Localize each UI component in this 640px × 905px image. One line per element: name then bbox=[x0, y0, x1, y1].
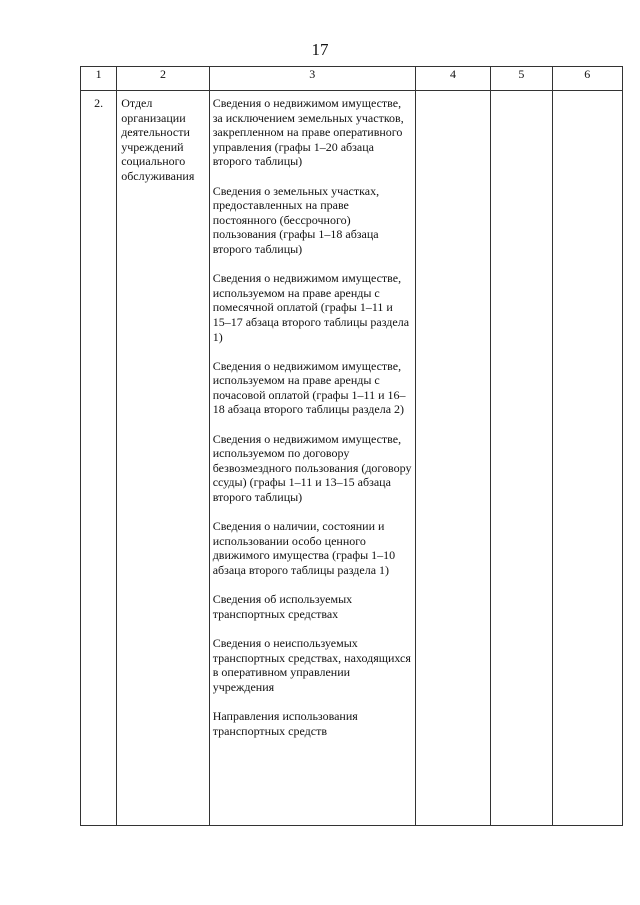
column-header-3: 3 bbox=[209, 67, 415, 91]
document-table bbox=[80, 66, 623, 826]
description-item: Сведения о недвижимом имуществе, используемом на праве аренды с почасовой оплатой (графы 1–11 и 16–18 абзаца второго таблицы раздела 2) bbox=[212, 358, 406, 417]
description-item: Сведения о наличии, состоянии и использовании особо ценного движимого имущества (графы 1–10 абзаца второго таблицы раздела 1) bbox=[212, 519, 396, 577]
column-header-4: 4 bbox=[415, 67, 490, 91]
description-item: Сведения о земельных участках, предоставленных на праве постоянного (бессрочного) пользования (графы 1–18 абзаца второго таблицы) bbox=[212, 183, 380, 256]
table-row bbox=[81, 91, 623, 826]
column-header-1: 1 bbox=[81, 67, 117, 91]
description-item: Сведения о недвижимом имуществе, используемом на праве аренды с помесячной оплатой (графы 1–11 и 15–17 абзаца второго таблицы раздела 1) bbox=[212, 271, 410, 344]
description-item: Сведения о недвижимом имуществе, за исключением земельных участков, закрепленном на праве оперативного управления (графы 1–20 абзаца второго таблицы) bbox=[212, 96, 404, 169]
table-header-row bbox=[81, 67, 623, 91]
description-cell bbox=[209, 91, 415, 826]
description-item: Сведения об используемых транспортных средствах bbox=[212, 592, 353, 621]
column-6-cell bbox=[552, 91, 622, 826]
column-header-6: 6 bbox=[552, 67, 622, 91]
page-number: 17 bbox=[311, 40, 329, 59]
column-4-cell bbox=[415, 91, 490, 826]
column-5-cell bbox=[491, 91, 552, 826]
column-header-2: 2 bbox=[117, 67, 210, 91]
row-number-cell: 2. bbox=[81, 91, 117, 826]
description-item: Сведения о неиспользуемых транспортных средствах, находящихся в оперативном управлении учреждения bbox=[212, 635, 411, 694]
description-item: Сведения о недвижимом имуществе, используемом по договору безвозмездного пользования (договору ссуды) (графы 1–11 и 13–15 абзаца второго таблицы) bbox=[212, 431, 412, 505]
description-item: Направления использования транспортных средств bbox=[212, 708, 358, 738]
department-cell: Отдел организации деятельности учреждений социального обслуживания bbox=[117, 91, 210, 826]
column-header-5: 5 bbox=[491, 67, 552, 91]
